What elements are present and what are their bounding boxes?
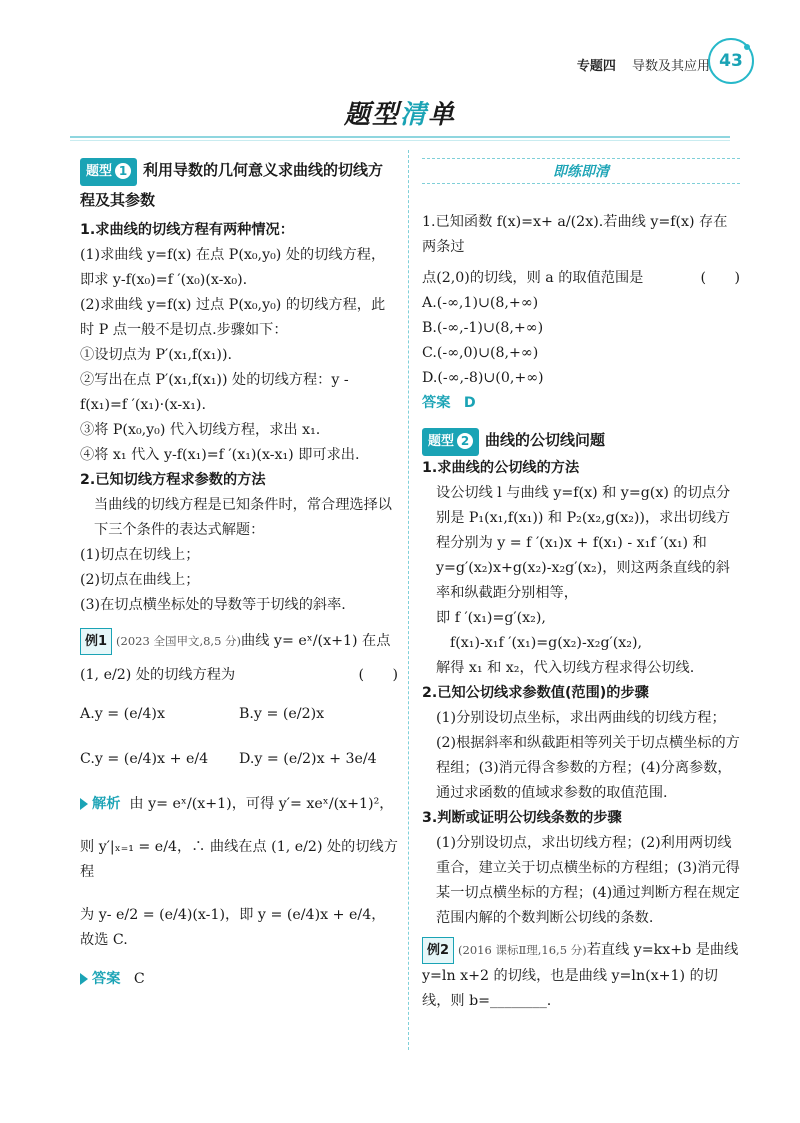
r3-text: (1)分别设切点，求出切线方程；(2)利用两切线重合，建立关于切点横坐标的方程组；(3)消元得某一切点横坐标的方程；(4)通过判断方程在规定范围内解的个数判断公切线的条数.	[436, 835, 740, 926]
example1-q2: (1, e/2) 处的切线方程为	[80, 667, 236, 683]
practice1-q2-row	[422, 266, 740, 291]
option-d: D.y = (e/2)x + 3e/4	[239, 751, 377, 767]
r3-heading: 3.判断或证明公切线条数的步骤	[422, 810, 622, 826]
right-column	[422, 210, 740, 1014]
example2-label: 例2	[422, 937, 454, 964]
type1-tag: 题型 1	[80, 158, 137, 186]
s1-heading: 1.求曲线的切线方程有两种情况：	[80, 222, 294, 238]
r1-system-1: 即 f ′(x₁)=g′(x₂),	[436, 610, 546, 626]
practice1-answer-label: 答案	[422, 395, 451, 411]
type1-title: 利用导数的几何意义求曲线的切线方程及其参数	[80, 161, 384, 209]
s2-item-2: (2)切点在曲线上；	[80, 572, 200, 588]
type2-title: 曲线的公切线问题	[485, 431, 606, 449]
type1-heading	[80, 156, 398, 214]
r1-text-1: 设公切线 l 与曲线 y=f(x) 和 y=g(x) 的切点分别是 P₁(x₁,f(x₁)) 和 P₂(x₂,g(x₂))，求出切线方程分别为 y = f ′(x₁)x + f(x₁) - x₁f ′(x₁) 和 y=g′(x₂)x+g(x₂)-x₂g′(x₂)，则这两条直线的斜率和纵截距分别相等，	[436, 485, 731, 601]
s2-item-1: (1)切点在切线上；	[80, 547, 200, 563]
page-header	[577, 55, 710, 74]
r2-heading: 2.已知公切线求参数值(范围)的步骤	[422, 685, 649, 701]
section-title	[0, 94, 800, 131]
title-part1: 题型	[343, 100, 400, 130]
example2-source: (2016 课标Ⅱ理,16,5 分)	[458, 943, 587, 957]
example1-paren: ( )	[358, 667, 398, 683]
title-divider-2	[70, 140, 730, 141]
title-divider	[70, 136, 730, 138]
s2-item-3: (3)在切点横坐标处的导数等于切线的斜率.	[80, 597, 346, 613]
answer-marker-icon	[80, 973, 88, 985]
practice-bar	[422, 158, 740, 184]
practice1-q1: 1.已知函数 f(x)=x+ a/(2x).若曲线 y=f(x) 存在两条过	[422, 214, 728, 255]
example2-question	[422, 937, 740, 1014]
practice1-option-c: C.(-∞,0)∪(8,+∞)	[422, 345, 539, 361]
step-3: ③将 P(x₀,y₀) 代入切线方程，求出 x₁.	[80, 422, 321, 438]
analysis-label: 解析	[92, 796, 121, 812]
s2-intro: 当曲线的切线方程是已知条件时，常合理选择以下三个条件的表达式解题：	[94, 497, 392, 538]
practice1-q2: 点(2,0)的切线，则 a 的取值范围是	[422, 270, 644, 286]
step-2: ②写出在点 P′(x₁,f(x₁)) 处的切线方程：y - f(x₁)=f ′(x₁)·(x-x₁).	[80, 372, 349, 413]
option-a: A.y = (e/4)x	[80, 706, 165, 722]
header-topic: 专题四	[576, 59, 616, 74]
step-4: ④将 x₁ 代入 y-f(x₁)=f ′(x₁)(x-x₁) 即可求出.	[80, 447, 360, 463]
s1-item-a: (1)求曲线 y=f(x) 在点 P(x₀,y₀) 处的切线方程，即求 y-f(x₀)=f ′(x₀)(x-x₀).	[80, 247, 386, 288]
practice1-answer-value: D	[463, 395, 476, 411]
column-divider	[408, 150, 409, 1050]
example2-text: 若直线 y=kx+b 是曲线 y=ln x+2 的切线，也是曲线 y=ln(x+1) 的切线，则 b=________.	[422, 942, 739, 1009]
analysis-line-2: 则 y′|ₓ₌₁ = e/4，∴ 曲线在点 (1, e/2) 处的切线方程	[80, 839, 398, 880]
practice1-paren: ( )	[700, 270, 740, 286]
example1-q2-row	[80, 663, 398, 688]
example1-q1: 曲线 y= eˣ/(x+1) 在点	[241, 633, 391, 649]
header-subtitle: 导数及其应用	[631, 59, 710, 74]
answer-label: 答案	[92, 971, 121, 987]
analysis-line-3: 为 y- e/2 = (e/4)(x-1)，即 y = (e/4)x + e/4，故选 C.	[80, 907, 386, 948]
page-number: 43	[708, 38, 754, 84]
r1-system-2: f(x₁)-x₁f ′(x₁)=g(x₂)-x₂g′(x₂),	[450, 635, 643, 651]
left-column	[80, 150, 398, 992]
s2-heading: 2.已知切线方程求参数的方法	[80, 472, 266, 488]
title-part2: 清	[399, 100, 428, 130]
practice1-answer	[422, 391, 740, 416]
title-part3: 单	[428, 100, 457, 130]
type2-tag: 题型 2	[422, 428, 479, 456]
example1-source: (2023 全国甲文,8,5 分)	[116, 634, 242, 648]
r1-text-2: 解得 x₁ 和 x₂，代入切线方程求得公切线.	[436, 660, 695, 676]
answer-line	[80, 967, 398, 992]
page-dot-icon	[744, 44, 750, 50]
practice1-option-d: D.(-∞,-8)∪(0,+∞)	[422, 370, 544, 386]
r2-text: (1)分别设切点坐标，求出两曲线的切线方程；(2)根据斜率和纵截距相等列关于切点横坐标的方程组；(3)消元得含参数的方程；(4)分离参数，通过求函数的值域求参数的取值范围.	[436, 710, 740, 801]
answer-value: C	[133, 971, 145, 987]
practice1-option-a: A.(-∞,1)∪(8,+∞)	[422, 295, 539, 311]
example1-options-cd	[80, 747, 398, 772]
practice1-option-b: B.(-∞,-1)∪(8,+∞)	[422, 320, 544, 336]
analysis-line-1	[80, 792, 398, 817]
r1-heading: 1.求曲线的公切线的方法	[422, 460, 580, 476]
step-1: ①设切点为 P′(x₁,f(x₁)).	[80, 347, 233, 363]
option-c: C.y = (e/4)x + e/4	[80, 751, 209, 767]
practice-title: 即练即清	[553, 164, 609, 180]
option-b: B.y = (e/2)x	[239, 706, 325, 722]
analysis-marker-icon	[80, 798, 88, 810]
example1-options-ab	[80, 702, 398, 727]
type2-heading	[422, 426, 740, 456]
example1-label: 例1	[80, 628, 112, 655]
s1-item-b: (2)求曲线 y=f(x) 过点 P(x₀,y₀) 的切线方程，此时 P 点一般不是切点.步骤如下：	[80, 297, 386, 338]
analysis-text-1: 由 y= eˣ/(x+1)，可得 y′= xeˣ/(x+1)²，	[129, 796, 394, 812]
example1-question	[80, 628, 398, 655]
